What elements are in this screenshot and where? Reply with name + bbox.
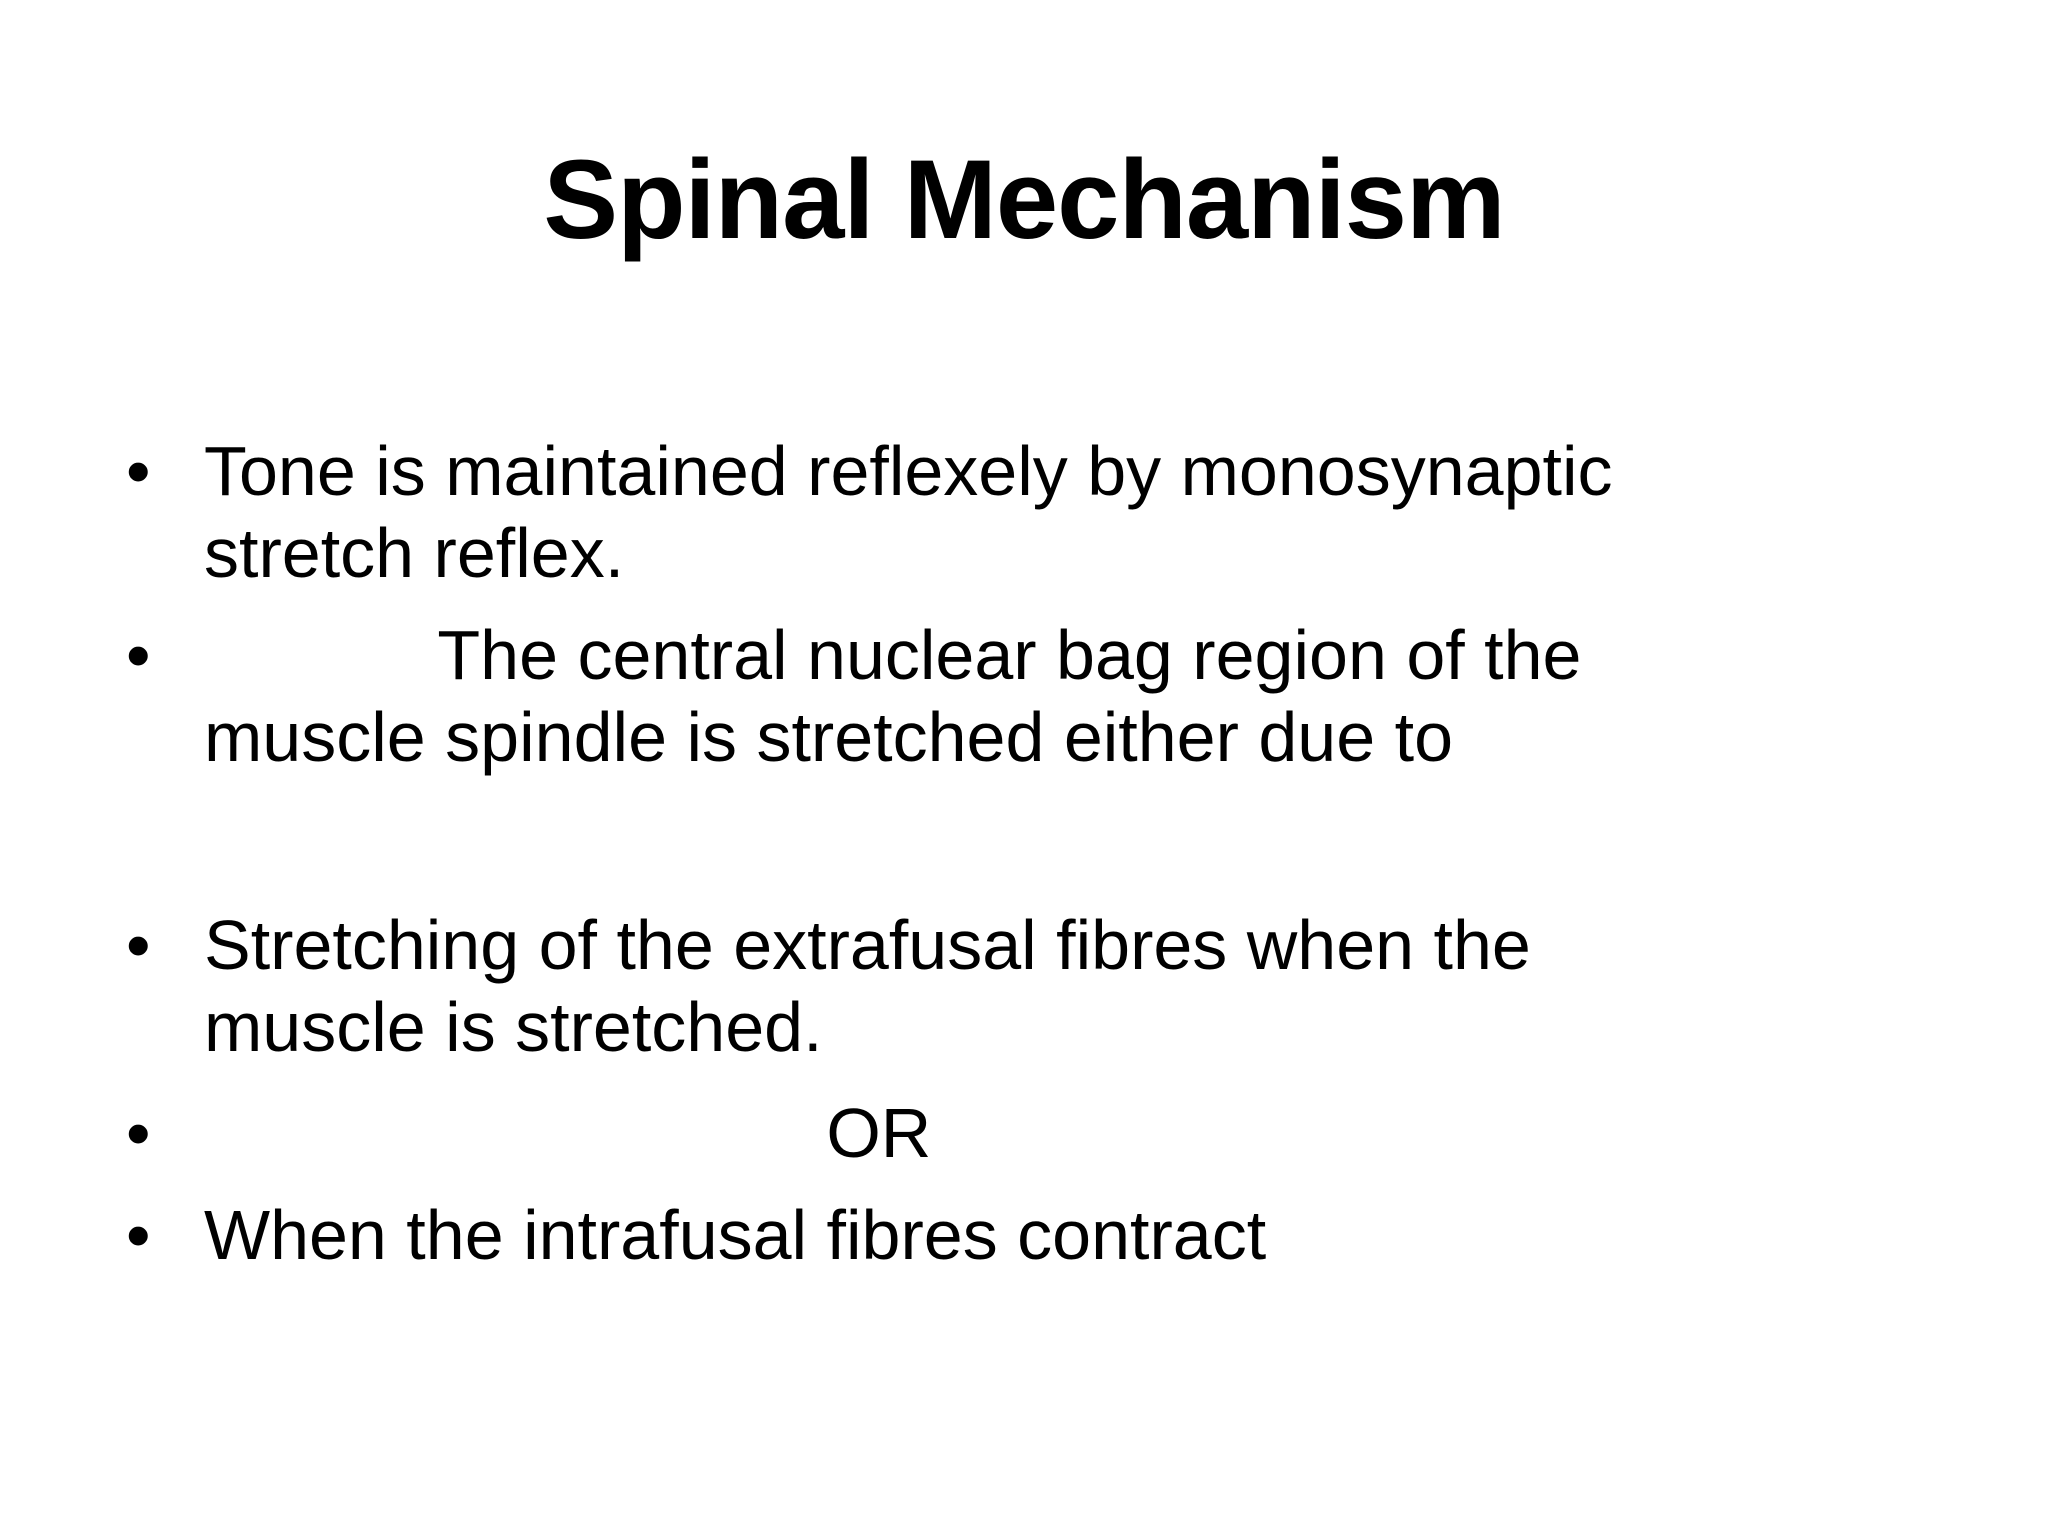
bullet-line: When the intrafusal fibres contract [204, 1196, 1267, 1274]
bullet-line: The central nuclear bag region of the [204, 616, 1582, 694]
bullet-text [204, 614, 1804, 778]
bullet-line: muscle is stretched. [204, 988, 823, 1066]
bullet-icon: • [126, 432, 151, 510]
slide-title: Spinal Mechanism [543, 137, 1505, 262]
bullet-line: Stretching of the extrafusal fibres when the [204, 906, 1531, 984]
bullet-line: muscle spindle is stretched either due to [204, 698, 1453, 776]
bullet-text [204, 1194, 1804, 1276]
bullet-icon: • [126, 616, 151, 694]
bullet-line: Tone is maintained reflexely by monosynaptic [204, 432, 1613, 510]
bullet-text [204, 904, 1804, 1068]
bullet-icon: • [126, 1094, 151, 1172]
bullet-line: stretch reflex. [204, 514, 625, 592]
bullet-text [204, 430, 1804, 594]
bullet-icon: • [126, 1196, 151, 1274]
bullet-icon: • [126, 906, 151, 984]
bullet-line: OR [204, 1094, 932, 1172]
bullet-text [204, 1092, 1804, 1174]
